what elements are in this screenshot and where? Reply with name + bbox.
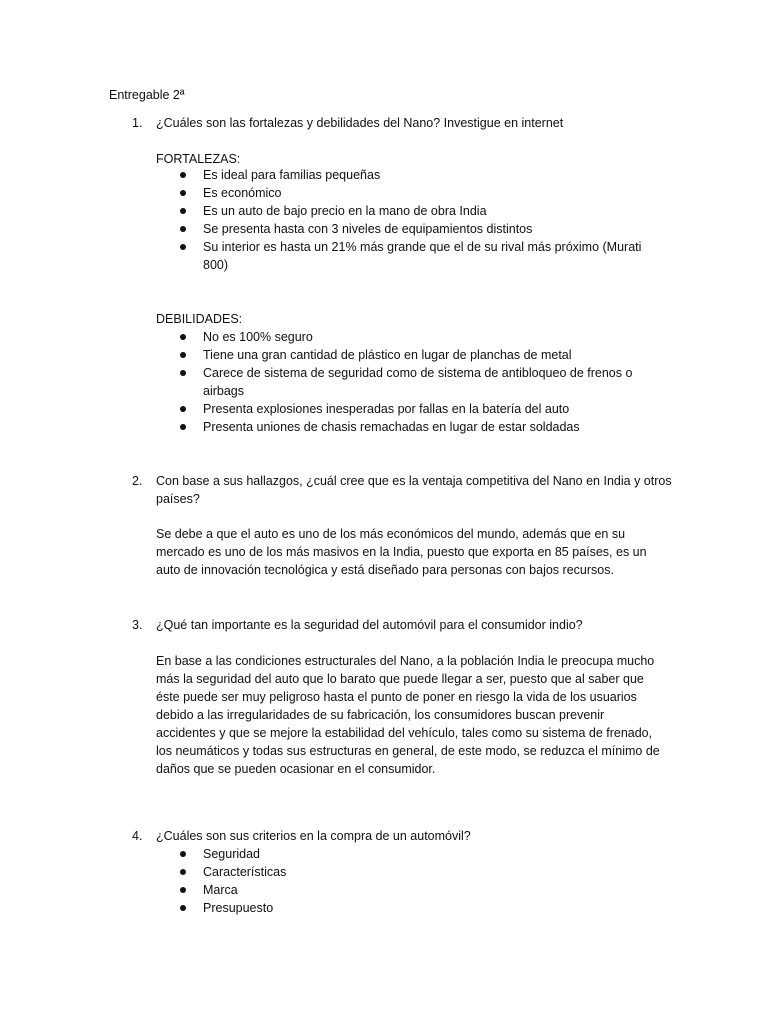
document-title: Entregable 2ª <box>109 88 185 102</box>
list-item: Su interior es hasta un 21% más grande que el de su rival más próximo (Murati 800) <box>176 238 646 274</box>
weaknesses-list <box>176 328 646 436</box>
list-item: Tiene una gran cantidad de plástico en lugar de planchas de metal <box>176 346 646 364</box>
criteria-list <box>176 845 646 917</box>
list-item: Marca <box>176 881 646 899</box>
list-item: Presenta explosiones inesperadas por fallas en la batería del auto <box>176 400 646 418</box>
question-text: Con base a sus hallazgos, ¿cuál cree que es la ventaja competitiva del Nano en India y otros países? <box>156 474 672 506</box>
question-3 <box>132 616 672 634</box>
list-item: Características <box>176 863 646 881</box>
strengths-list <box>176 166 646 274</box>
list-item: Presenta uniones de chasis remachadas en lugar de estar soldadas <box>176 418 646 436</box>
question-text: ¿Qué tan importante es la seguridad del automóvil para el consumidor indio? <box>156 618 583 632</box>
list-item: Se presenta hasta con 3 niveles de equipamientos distintos <box>176 220 646 238</box>
question-number: 2. <box>132 474 143 488</box>
list-item: Seguridad <box>176 845 646 863</box>
question-4 <box>132 827 672 845</box>
list-item: Carece de sistema de seguridad como de sistema de antibloqueo de frenos o airbags <box>176 364 646 400</box>
question-text: ¿Cuáles son las fortalezas y debilidades del Nano? Investigue en internet <box>156 116 564 130</box>
question-number: 1. <box>132 116 143 130</box>
question-1 <box>132 114 672 132</box>
weaknesses-label: DEBILIDADES: <box>156 312 243 326</box>
question-text: ¿Cuáles son sus criterios en la compra de un automóvil? <box>156 829 471 843</box>
question-number: 4. <box>132 829 143 843</box>
question-number: 3. <box>132 618 143 632</box>
list-item: Es ideal para familias pequeñas <box>176 166 646 184</box>
answer-text: Se debe a que el auto es uno de los más económicos del mundo, además que en su mercado es uno de los más masivos en la India, puesto que exporta en 85 países, es un auto de innovación tecnológica y está diseñado para personas con bajos recursos. <box>156 527 647 577</box>
list-item: Es económico <box>176 184 646 202</box>
list-item: Es un auto de bajo precio en la mano de obra India <box>176 202 646 220</box>
question-2 <box>132 472 672 508</box>
list-item: No es 100% seguro <box>176 328 646 346</box>
answer-text: En base a las condiciones estructurales del Nano, a la población India le preocupa mucho más la seguridad del auto que lo barato que puede llegar a ser, puesto que al saber que éste puede ser muy peligroso hasta el punto de poner en riesgo la vida de los usuarios debido a las irregularidades de su fabricación, los consumidores buscan prevenir accidentes y que se mejore la estabilidad del vehículo, tales como su sistema de frenado, los neumáticos y todas sus estructuras en general, de este modo, se reduzca el mínimo de daños que se pueden ocasionar en el consumidor. <box>156 654 660 776</box>
strengths-label: FORTALEZAS: <box>156 152 241 166</box>
list-item: Presupuesto <box>176 899 646 917</box>
